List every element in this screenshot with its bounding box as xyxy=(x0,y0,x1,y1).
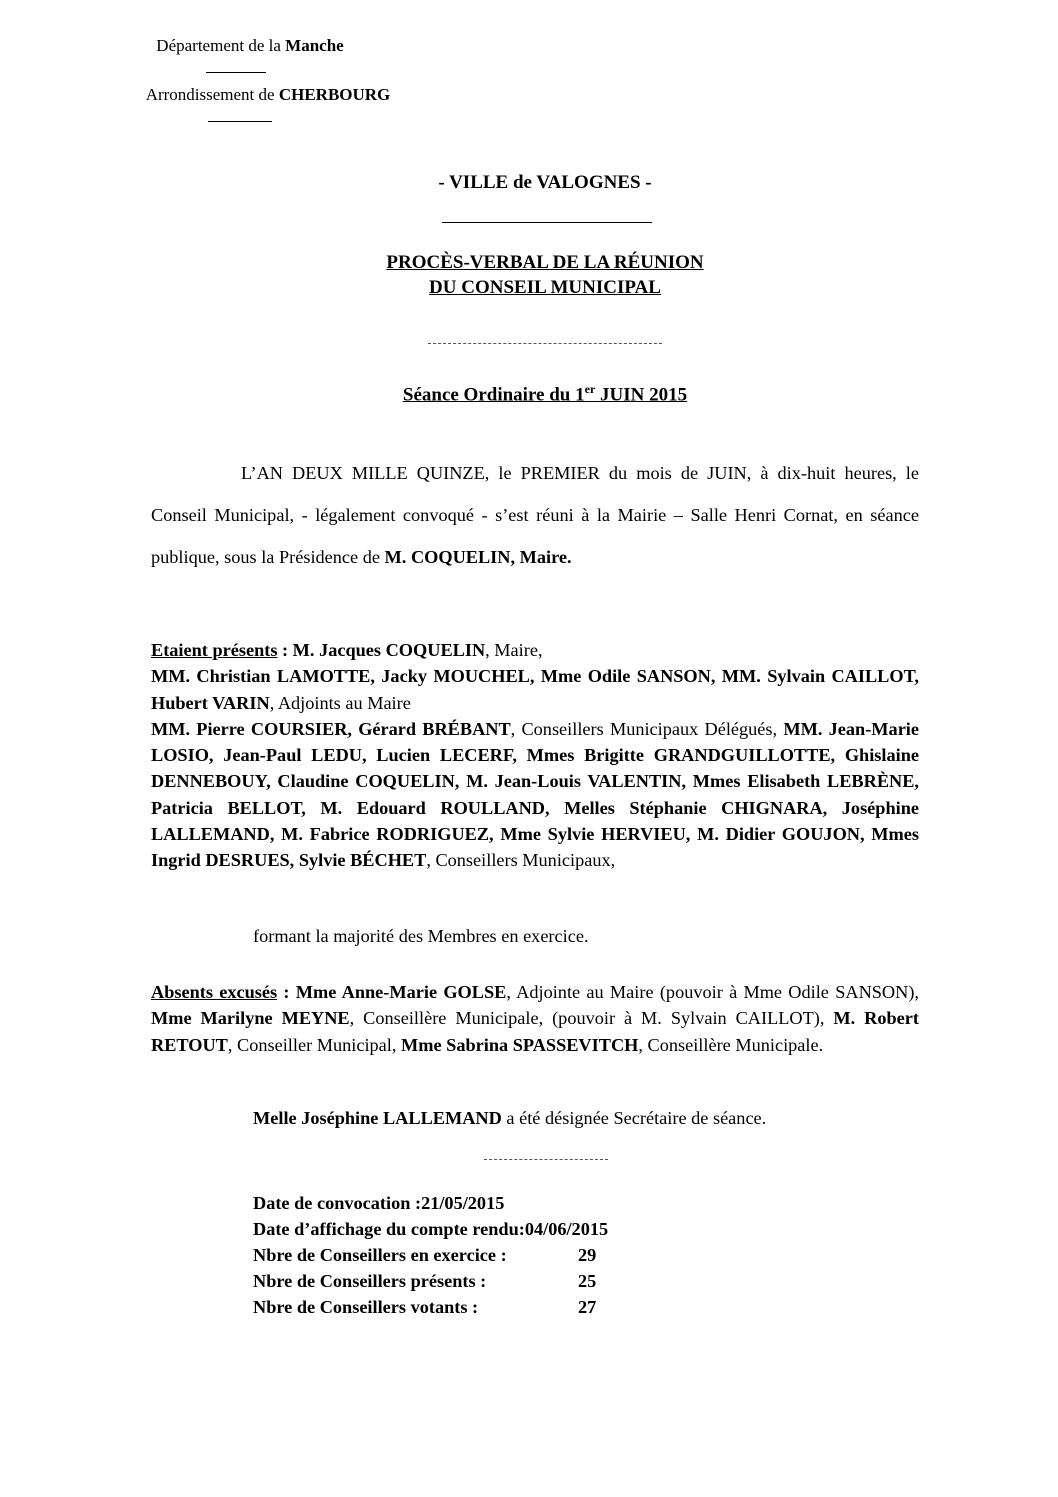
fact-label: Date d’affichage du compte rendu: xyxy=(253,1219,525,1239)
fact-label: Nbre de Conseillers présents : xyxy=(253,1271,487,1291)
fact-value: 27 xyxy=(578,1297,597,1317)
proces-verbal-line2: DU CONSEIL MUNICIPAL xyxy=(429,277,661,298)
header-divider-1 xyxy=(206,72,266,73)
ville-title: - VILLE de VALOGNES - xyxy=(438,172,652,193)
fact-label: Date de convocation : xyxy=(253,1193,422,1213)
absents-colon: : xyxy=(277,982,296,1002)
fact-value: 04/06/2015 xyxy=(524,1219,609,1239)
presents-label: Etaient présents xyxy=(151,640,278,660)
intro-text: L’AN DEUX MILLE QUINZE, le PREMIER du mois de JUIN, à dix-huit heures, le Conseil Municipal, - légalement convoqué - s’est réuni à la Mairie – Salle Henri Cornat, en séance publique, sous la Présidence de xyxy=(151,463,919,567)
seance-title xyxy=(320,382,770,406)
absent-3-name: M. Robert RETOUT xyxy=(151,1008,919,1055)
absent-2-text: , Conseillère Municipale, (pouvoir à M. Sylvain CAILLOT), xyxy=(349,1008,834,1029)
absents-paragraph xyxy=(151,979,919,1058)
secretaire-name: Melle Joséphine LALLEMAND xyxy=(253,1108,502,1128)
fact-value: 29 xyxy=(578,1245,597,1265)
departement-name: Manche xyxy=(285,36,344,55)
ville-divider xyxy=(442,222,652,223)
presents-colon: : xyxy=(277,640,293,660)
intro-president: M. COQUELIN, Maire. xyxy=(384,547,572,567)
fact-convocation xyxy=(253,1190,608,1216)
seance-sup: er xyxy=(584,382,596,396)
fact-label: Nbre de Conseillers en exercice : xyxy=(253,1245,507,1265)
absent-3-text: , Conseiller Municipal, xyxy=(227,1034,402,1055)
absent-4-text: , Conseillère Municipale. xyxy=(638,1034,824,1055)
fact-label: Nbre de Conseillers votants : xyxy=(253,1297,479,1317)
fact-affichage xyxy=(253,1216,608,1242)
seance-prefix: Séance Ordinaire du 1 xyxy=(402,384,585,406)
presents-paragraph xyxy=(151,637,919,874)
presents-delegues-role: , Conseillers Municipaux Délégués, xyxy=(510,718,778,739)
fact-value: 21/05/2015 xyxy=(421,1193,505,1213)
arrondissement-name: CHERBOURG xyxy=(278,85,391,104)
arrondissement-line xyxy=(108,85,428,105)
title-separator xyxy=(428,343,662,344)
seance-suffix: JUIN 2015 xyxy=(595,384,688,406)
secretaire-separator xyxy=(484,1159,608,1160)
presents-maire-role: , Maire, xyxy=(485,640,543,660)
absent-1-text: , Adjointe au Maire (pouvoir à Mme Odile SANSON), xyxy=(506,982,919,1002)
fact-presents xyxy=(253,1268,608,1294)
fact-en-exercice xyxy=(253,1242,608,1268)
presents-maire-name: M. Jacques COQUELIN xyxy=(292,640,486,660)
fact-votants xyxy=(253,1294,608,1320)
absents-label: Absents excusés xyxy=(151,982,278,1002)
header-divider-2 xyxy=(208,121,272,122)
absent-4-name: Mme Sabrina SPASSEVITCH xyxy=(401,1034,639,1055)
presents-adjoints-role: , Adjoints au Maire xyxy=(269,692,411,713)
proces-verbal-line1: PROCÈS-VERBAL DE LA RÉUNION xyxy=(386,252,704,273)
secretaire-line xyxy=(253,1108,766,1129)
majorite-line: formant la majorité des Membres en exercice. xyxy=(253,926,589,946)
presents-delegues-names: MM. Pierre COURSIER, Gérard BRÉBANT xyxy=(151,718,511,739)
presents-conseillers-role: , Conseillers Municipaux, xyxy=(426,850,616,871)
facts-block xyxy=(253,1190,608,1320)
arrondissement-prefix: Arrondissement de xyxy=(145,85,275,104)
presents-adjoints-names: MM. Christian LAMOTTE, Jacky MOUCHEL, Mme Odile SANSON, MM. Sylvain CAILLOT, Hubert VARIN xyxy=(151,666,919,713)
fact-value: 25 xyxy=(578,1271,597,1291)
departement-prefix: Département de la xyxy=(156,36,281,55)
secretaire-text: a été désignée Secrétaire de séance. xyxy=(501,1108,767,1128)
intro-paragraph xyxy=(151,452,919,578)
absent-1-name: Mme Anne-Marie GOLSE xyxy=(295,982,507,1002)
presents-conseillers-names: MM. Jean-Marie LOSIO, Jean-Paul LEDU, Lucien LECERF, Mmes Brigitte GRANDGUILLOTTE, Ghislaine DENNEBOUY, Claudine COQUELIN, M. Jean-Louis VALENTIN, Mmes Elisabeth LEBRÈNE, Patricia BELLOT, M. Edouard ROULLAND, Melles Stéphanie CHIGNARA, Joséphine LALLEMAND, M. Fabrice RODRIGUEZ, Mme Sylvie HERVIEU, M. Didier GOUJON, Mmes Ingrid DESRUES, Sylvie BÉCHET xyxy=(151,718,919,871)
absent-2-name: Mme Marilyne MEYNE xyxy=(151,1008,350,1029)
departement-line xyxy=(95,36,405,56)
